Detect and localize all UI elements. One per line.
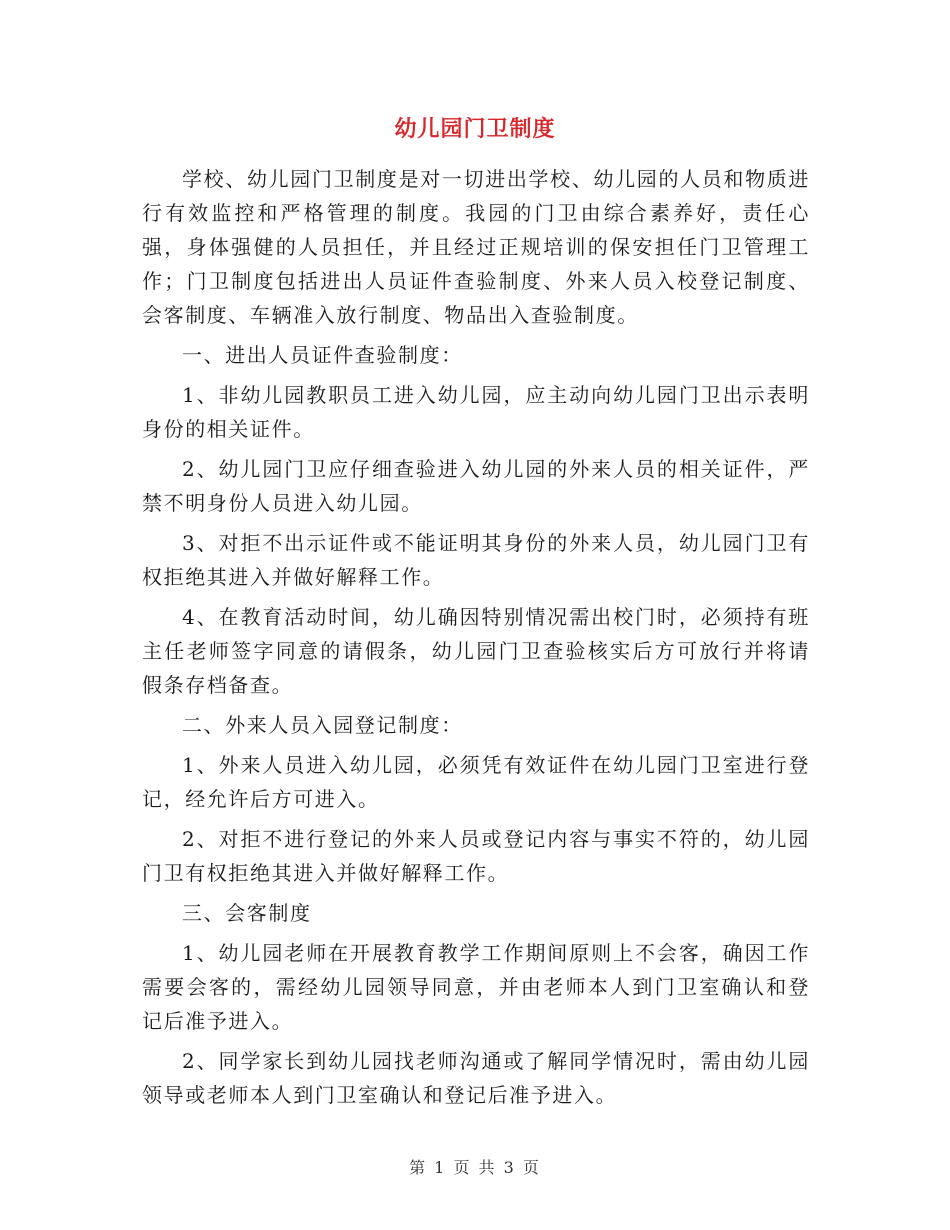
paragraph: 2、幼儿园门卫应仔细查验进入幼儿园的外来人员的相关证件，严禁不明身份人员进入幼儿园。 — [142, 457, 810, 515]
paragraph: 2、同学家长到幼儿园找老师沟通或了解同学情况时，需由幼儿园领导或老师本人到门卫室确认和登记后准予进入。 — [142, 1049, 810, 1107]
paragraph: 3、对拒不出示证件或不能证明其身份的外来人员，幼儿园门卫有权拒绝其进入并做好解释工作。 — [142, 531, 810, 589]
page-footer: 第 1 页 共 3 页 — [409, 1158, 541, 1177]
section-heading-3: 三、会客制度 — [182, 901, 312, 925]
paragraph: 1、幼儿园老师在开展教育教学工作期间原则上不会客，确因工作需要会客的，需经幼儿园领导同意，并由老师本人到门卫室确认和登记后准予进入。 — [142, 941, 810, 1033]
section-heading-1: 一、进出人员证件查验制度： — [182, 343, 463, 367]
document-title: 幼儿园门卫制度 — [394, 116, 556, 142]
document-body — [142, 162, 810, 1118]
paragraph-intro: 学校、幼儿园门卫制度是对一切进出学校、幼儿园的人员和物质进行有效监控和严格管理的制度。我园的门卫由综合素养好，责任心强，身体强健的人员担任，并且经过正规培训的保安担任门卫管理工作；门卫制度包括进出人员证件查验制度、外来人员入校登记制度、会客制度、车辆准入放行制度、物品出入查验制度。 — [142, 167, 810, 327]
paragraph: 4、在教育活动时间，幼儿确因特别情况需出校门时，必须持有班主任老师签字同意的请假条，幼儿园门卫查验核实后方可放行并将请假条存档备查。 — [142, 605, 810, 697]
section-heading-2: 二、外来人员入园登记制度： — [182, 713, 463, 737]
paragraph: 2、对拒不进行登记的外来人员或登记内容与事实不符的，幼儿园门卫有权拒绝其进入并做好解释工作。 — [142, 827, 810, 885]
paragraph: 1、外来人员进入幼儿园，必须凭有效证件在幼儿园门卫室进行登记，经允许后方可进入。 — [142, 753, 810, 811]
paragraph: 1、非幼儿园教职员工进入幼儿园，应主动向幼儿园门卫出示表明身份的相关证件。 — [142, 383, 810, 441]
